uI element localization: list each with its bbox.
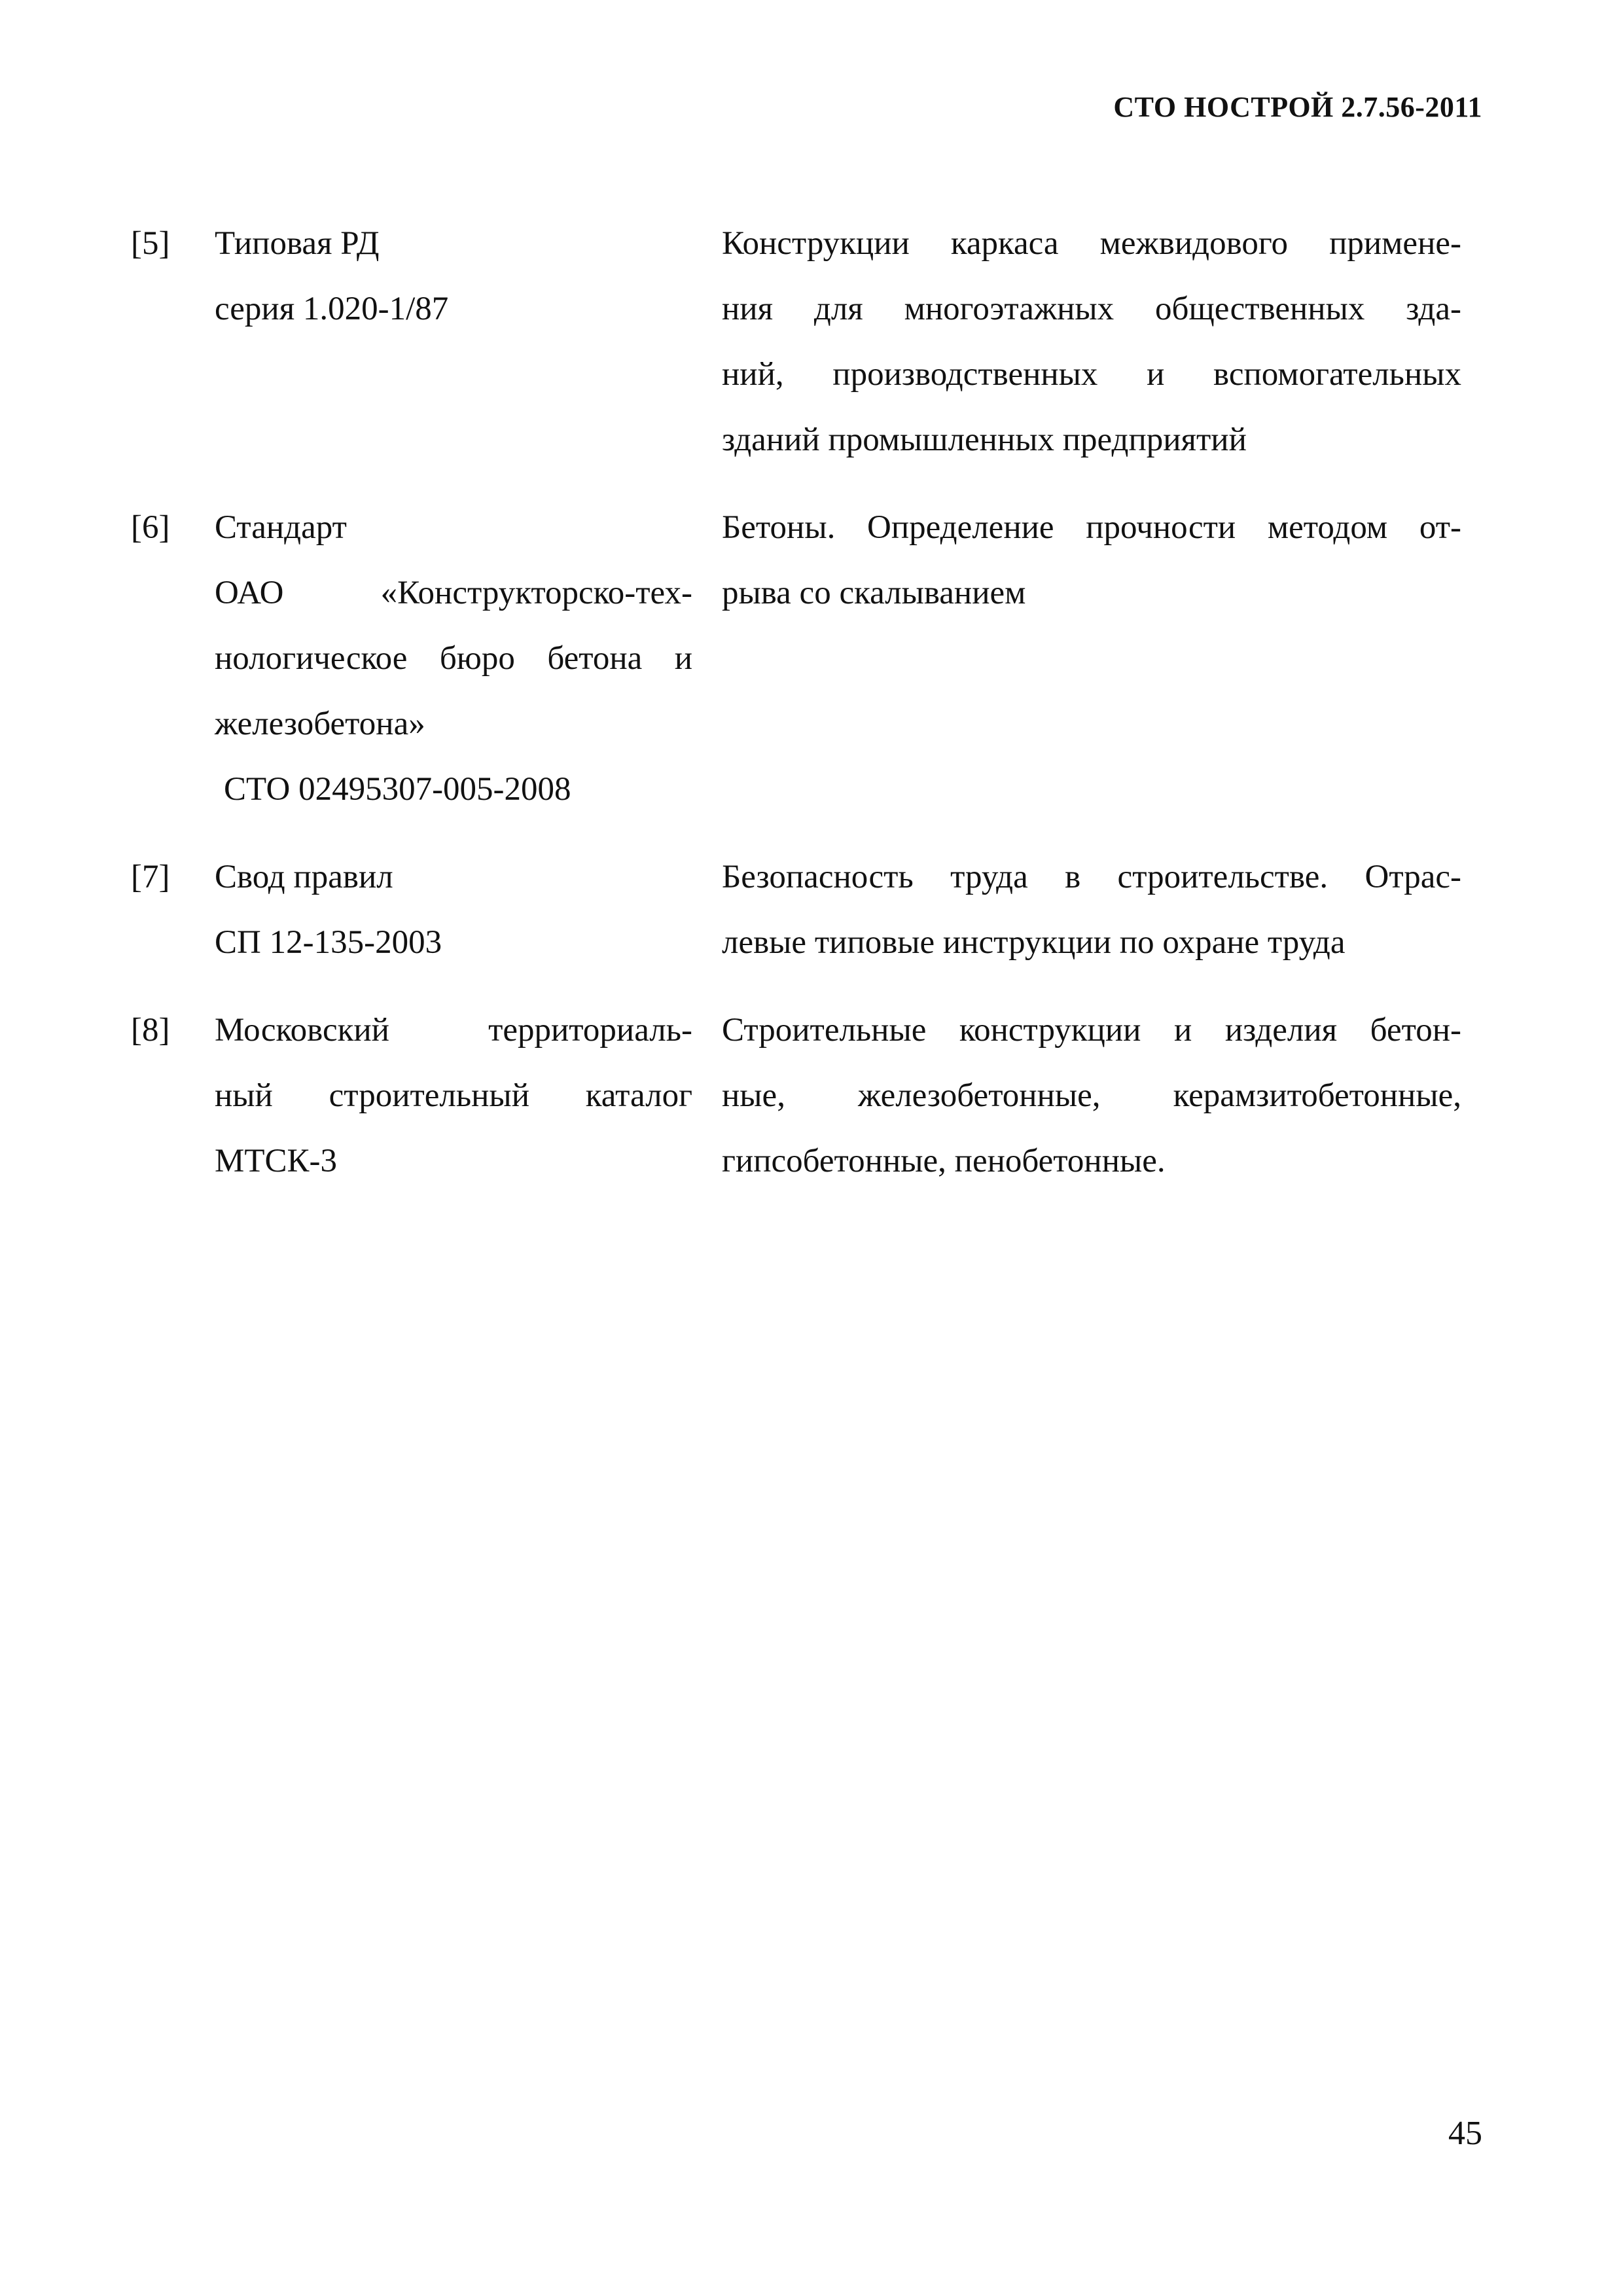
reference-item	[131, 495, 1479, 822]
reference-item	[131, 997, 1479, 1194]
reference-document-line: Московский территориаль-	[215, 1012, 692, 1049]
reference-number: [8]	[131, 1012, 170, 1049]
reference-document-line: ный строительный каталог	[215, 1077, 692, 1114]
reference-document	[215, 844, 692, 975]
reference-title-line: ния для многоэтажных общественных зда-	[722, 291, 1461, 327]
reference-title	[722, 844, 1461, 975]
reference-document-line: нологическое бюро бетона и	[215, 640, 692, 677]
reference-document-line: серия 1.020-1/87	[215, 291, 449, 327]
reference-title-line: зданий промышленных предприятий	[722, 422, 1247, 458]
reference-document-line: СП 12-135-2003	[215, 924, 442, 961]
reference-document-line: Типовая РД	[215, 225, 380, 262]
reference-document	[215, 997, 692, 1194]
reference-title-line: ные, железобетонные, керамзитобетонные,	[722, 1077, 1461, 1114]
reference-document	[215, 211, 692, 342]
reference-title	[722, 997, 1461, 1194]
reference-document-line: Свод правил	[215, 859, 393, 895]
reference-number: [7]	[131, 859, 170, 895]
reference-item	[131, 844, 1479, 975]
bibliography-list	[131, 211, 1479, 1216]
reference-title-line: Конструкции каркаса межвидового примене-	[722, 225, 1461, 262]
reference-number: [6]	[131, 509, 170, 546]
reference-title-line: Безопасность труда в строительстве. Отрас-	[722, 859, 1461, 895]
reference-title-line: гипсобетонные, пенобетонные.	[722, 1143, 1166, 1179]
reference-title-line: Бетоны. Определение прочности методом от-	[722, 509, 1461, 546]
reference-title	[722, 211, 1461, 473]
reference-number: [5]	[131, 225, 170, 262]
reference-title-line: ний, производственных и вспомогательных	[722, 356, 1461, 393]
reference-title-line: левые типовые инструкции по охране труда	[722, 924, 1346, 961]
reference-document	[215, 495, 692, 822]
reference-document-line: СТО 02495307-005-2008	[224, 771, 571, 808]
reference-title-line: Строительные конструкции и изделия бетон-	[722, 1012, 1461, 1049]
reference-item	[131, 211, 1479, 473]
reference-document-line: МТСК-3	[215, 1143, 338, 1179]
reference-document-line: Стандарт	[215, 509, 347, 546]
page-number: 45	[1448, 2115, 1482, 2152]
reference-title-line: рыва со скалыванием	[722, 575, 1026, 611]
reference-document-line: ОАО «Конструкторско-тех-	[215, 575, 692, 611]
document-code-header: СТО НОСТРОЙ 2.7.56-2011	[1113, 91, 1482, 123]
reference-document-line: железобетона»	[215, 706, 425, 742]
reference-title	[722, 495, 1461, 626]
